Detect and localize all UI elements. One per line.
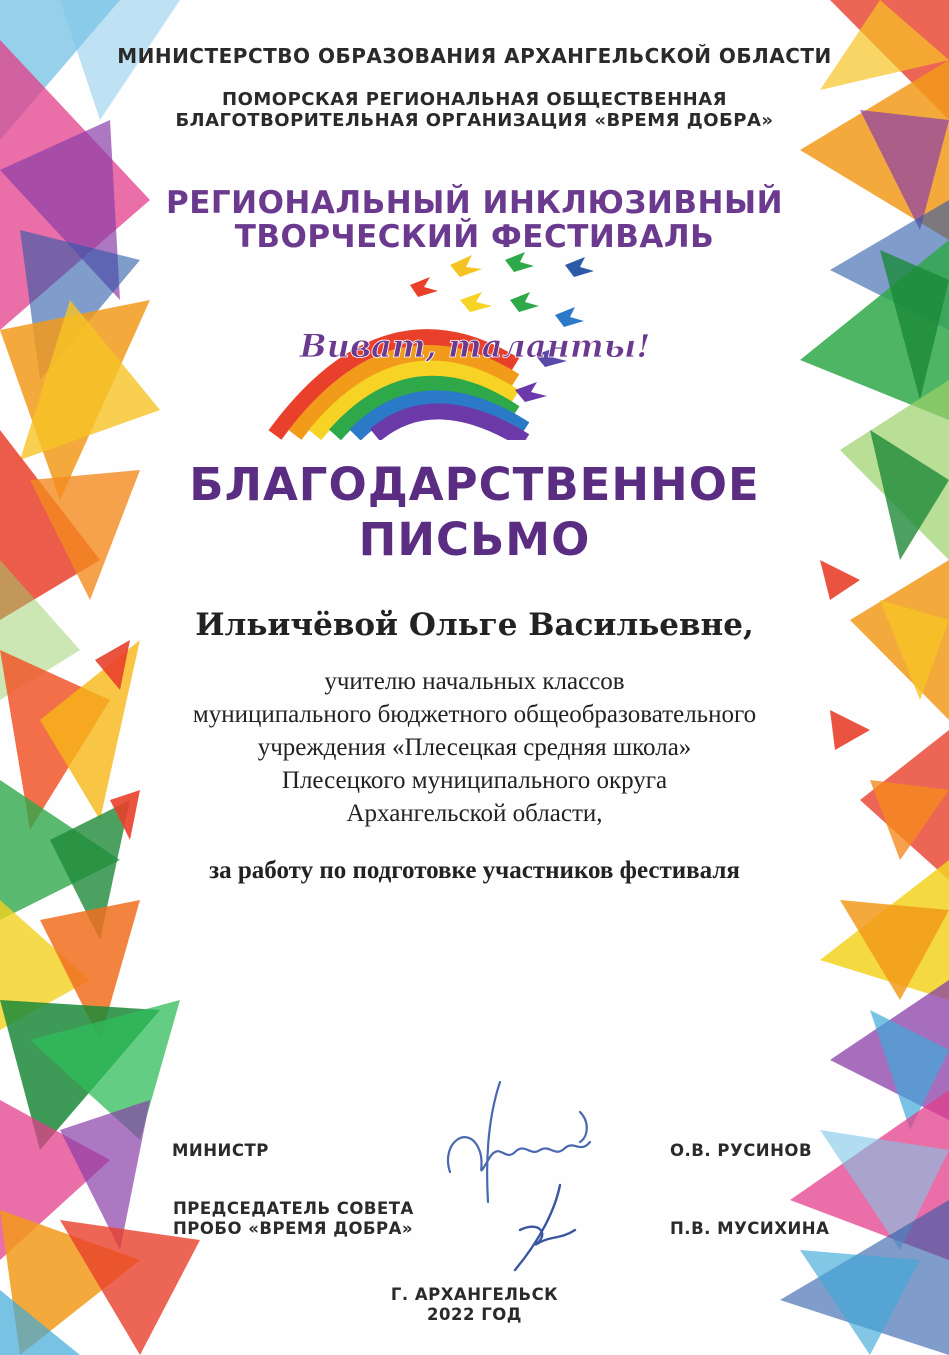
issue-year: 2022 ГОД [427, 1305, 522, 1324]
ministry-heading: МИНИСТЕРСТВО ОБРАЗОВАНИЯ АРХАНГЕЛЬСКОЙ ОБЛАСТИ [117, 44, 832, 68]
organization-line-1: ПОМОРСКАЯ РЕГИОНАЛЬНАЯ ОБЩЕСТВЕННАЯ [222, 89, 727, 110]
description-line: Плесецкого муниципального округа [281, 767, 668, 794]
chair-handwritten-signature [500, 1180, 590, 1275]
festival-logo [265, 245, 665, 440]
festival-title [0, 186, 949, 254]
issue-place-date [0, 1285, 949, 1325]
chair-title-line-2: ПРОБО «ВРЕМЯ ДОБРА» [173, 1219, 414, 1238]
issue-city: Г. АРХАНГЕЛЬСК [390, 1285, 559, 1304]
minister-title: МИНИСТР [172, 1141, 269, 1160]
description-line: муниципального бюджетного общеобразовательного [192, 701, 757, 728]
chair-title-line-1: ПРЕДСЕДАТЕЛЬ СОВЕТА [173, 1199, 414, 1218]
description-line: учителю начальных классов [324, 668, 625, 695]
logo-slogan: Виват, таланты! [299, 327, 651, 365]
organization-line-2: БЛАГОТВОРИТЕЛЬНАЯ ОРГАНИЗАЦИЯ «ВРЕМЯ ДОБРА» [175, 110, 774, 131]
award-reason: за работу по подготовке участников фестиваля [209, 857, 740, 884]
minister-name: О.В. РУСИНОВ [670, 1141, 813, 1160]
description-line: Архангельской области, [346, 800, 603, 827]
chair-name: П.В. МУСИХИНА [670, 1219, 830, 1238]
description-line: учреждения «Плесецкая средняя школа» [257, 734, 692, 761]
festival-title-line-2: ТВОРЧЕСКИЙ ФЕСТИВАЛЬ [234, 219, 715, 255]
document-title-line-1: БЛАГОДАРСТВЕННОЕ [189, 458, 760, 511]
chair-title [173, 1199, 414, 1239]
festival-title-line-1: РЕГИОНАЛЬНЫЙ ИНКЛЮЗИВНЫЙ [165, 185, 784, 221]
recipient-description [0, 665, 949, 830]
organization-heading [0, 89, 949, 131]
recipient-name: Ильичёвой Ольге Васильевне, [195, 607, 754, 643]
document-title-line-2: ПИСЬМО [358, 513, 591, 566]
document-title [0, 457, 949, 567]
